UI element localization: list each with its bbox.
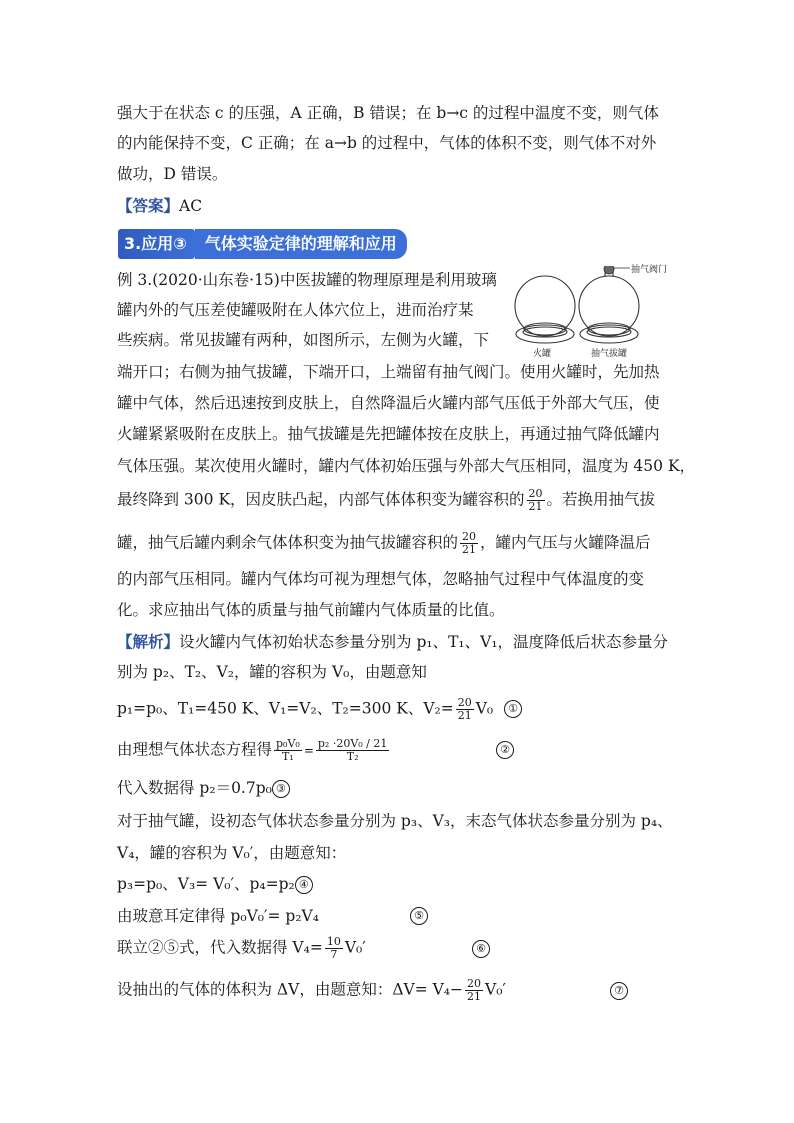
answer-label: 【答案】: [117, 196, 180, 215]
equation-1-text: p₁=p₀、T₁=450 K、V₁=V₂、T₂=300 K、V₂=: [117, 699, 454, 718]
equation-1-tail: V₀: [475, 699, 494, 718]
fraction-numerator: p₀V₀: [276, 737, 300, 750]
equation-5: [117, 905, 319, 927]
marker-3: ③: [272, 780, 290, 798]
equation-4-text: p₃=p₀、V₃= V₀′、p₄=p₂: [117, 875, 295, 893]
problem-line-7: 气体压强。某次使用火罐时，罐内气体初始压强与外部大气压相同，温度为 450 K，: [117, 457, 696, 475]
problem-line-8-a: 最终降到 300 K，因皮肤凸起，内部气体体积变为罐容积的: [117, 490, 525, 509]
fraction-numerator: 20: [462, 530, 477, 543]
fraction-denominator: 21: [467, 990, 482, 1003]
equation-4: [117, 873, 313, 895]
fraction-20-21: [460, 531, 478, 556]
fraction-denominator: 21: [457, 709, 472, 722]
suction-cup-icon: [579, 266, 639, 343]
valve-knob-icon: [604, 266, 614, 274]
equation-2-prefix: 由理想气体状态方程得: [117, 740, 273, 759]
intro-line-3: 做功，D 错误。: [117, 165, 228, 183]
equation-5-text: 由玻意耳定律得 p₀V₀′= p₂V₄: [117, 907, 319, 925]
analysis-label: 【解析】: [117, 632, 180, 651]
problem-line-10: 的内部气压相同。罐内气体均可视为理想气体，忽略抽气过程中气体温度的变: [117, 570, 645, 588]
problem-line-9-a: 罐，抽气后罐内剩余气体体积变为抽气拔罐容积的: [117, 533, 459, 552]
equation-7: [117, 978, 506, 1003]
fraction-numerator: 10: [326, 935, 341, 948]
analysis-line-2: 别为 p₂、T₂、V₂，罐的容积为 V₀，由题意知: [117, 663, 427, 681]
fraction-numerator: 20: [528, 487, 543, 500]
fraction-denominator: T₁: [282, 750, 294, 763]
marker-5: ⑤: [410, 907, 428, 925]
fraction-denominator: 21: [528, 500, 543, 513]
equation-2-equals: =: [303, 743, 314, 758]
problem-line-8: [117, 488, 655, 513]
marker-7: ⑦: [610, 982, 628, 1000]
equation-7-tail: V₀′: [485, 980, 506, 999]
cupping-figure: [505, 266, 690, 361]
marker-4: ④: [295, 876, 313, 894]
equation-6-text: 联立②⑤式，代入数据得 V₄=: [117, 938, 323, 957]
section-heading: [118, 229, 417, 259]
intro-line-1: 强大于在状态 c 的压强，A 正确，B 错误；在 b→c 的过程中温度不变，则气体: [117, 104, 659, 122]
fraction-20-21: [527, 488, 545, 513]
equation-7-text: 设抽出的气体的体积为 ΔV，由题意知：ΔV= V₄−: [117, 980, 464, 999]
problem-line-2: 罐内外的气压差使罐吸附在人体穴位上，进而治疗某: [117, 301, 474, 319]
analysis-line-4: V₄，罐的容积为 V₀′，由题意知：: [117, 844, 347, 862]
equation-2: [117, 738, 391, 763]
problem-line-6: 火罐紧紧吸附在皮肤上。抽气拔罐是先把罐体按在皮肤上，再通过抽气降低罐内: [117, 425, 660, 443]
intro-line-2: 的内能保持不变，C 正确；在 a→b 的过程中，气体的体积不变，则气体不对外: [117, 134, 657, 152]
equation-6-tail: V₀′: [344, 938, 366, 957]
answer-value: AC: [179, 197, 203, 215]
equation-3: [117, 777, 290, 799]
problem-line-1: 例 3.(2020·山东卷·15)中医拔罐的物理原理是利用玻璃: [117, 271, 497, 289]
fraction-20-21: [456, 697, 474, 722]
equation-3-text: 代入数据得 p₂＝0.7p₀: [117, 779, 272, 797]
marker-2: ②: [496, 741, 514, 759]
analysis-text-1: 设火罐内气体初始状态参量分别为 p₁、T₁、V₁，温度降低后状态参量分: [179, 633, 669, 651]
valve-label: 抽气阀门: [631, 265, 668, 275]
analysis-line-3: 对于抽气罐，设初态气体状态参量分别为 p₃、V₃，末态气体状态参量分别为 p₄、: [117, 812, 673, 830]
equation-1: [117, 697, 493, 722]
problem-line-9-b: ，罐内气压与火罐降温后: [480, 533, 651, 552]
marker-6: ⑥: [472, 940, 490, 958]
section-badge: 3.应用③: [118, 229, 195, 259]
answer-line: [117, 195, 202, 217]
equation-2-right-fraction: [316, 738, 390, 763]
fraction-numerator: 20: [457, 696, 472, 709]
problem-line-3: 些疾病。常见拔罐有两种，如图所示，左侧为火罐，下: [117, 331, 490, 349]
fraction-numerator: p₂ ·20V₀ / 21: [317, 737, 388, 750]
fraction-10-7: [325, 936, 343, 961]
fraction-denominator: 21: [462, 543, 477, 556]
equation-6: [117, 936, 366, 961]
equation-2-left-fraction: [274, 738, 302, 763]
fraction-denominator: T₂: [346, 750, 359, 763]
fire-cup-icon: [515, 276, 575, 343]
analysis-line-1: [117, 631, 668, 653]
problem-line-11: 化。求应抽出气体的质量与抽气前罐内气体质量的比值。: [117, 601, 505, 619]
fraction-denominator: 7: [330, 948, 338, 961]
problem-line-5: 罐中气体，然后迅速按到皮肤上，自然降温后火罐内部气压低于外部大气压，使: [117, 394, 660, 412]
marker-1: ①: [504, 700, 522, 718]
fire-cup-label: 火罐: [533, 349, 552, 359]
suction-cup-label: 抽气拔罐: [591, 349, 628, 359]
problem-line-4: 端开口；右侧为抽气拔罐，下端开口，上端留有抽气阀门。使用火罐时，先加热: [117, 363, 660, 381]
problem-line-9: [117, 531, 651, 556]
fraction-20-21: [465, 978, 483, 1003]
section-title: 气体实验定律的理解和应用: [195, 229, 407, 259]
problem-line-8-b: 。若换用抽气拔: [546, 490, 656, 509]
fraction-numerator: 20: [467, 977, 482, 990]
